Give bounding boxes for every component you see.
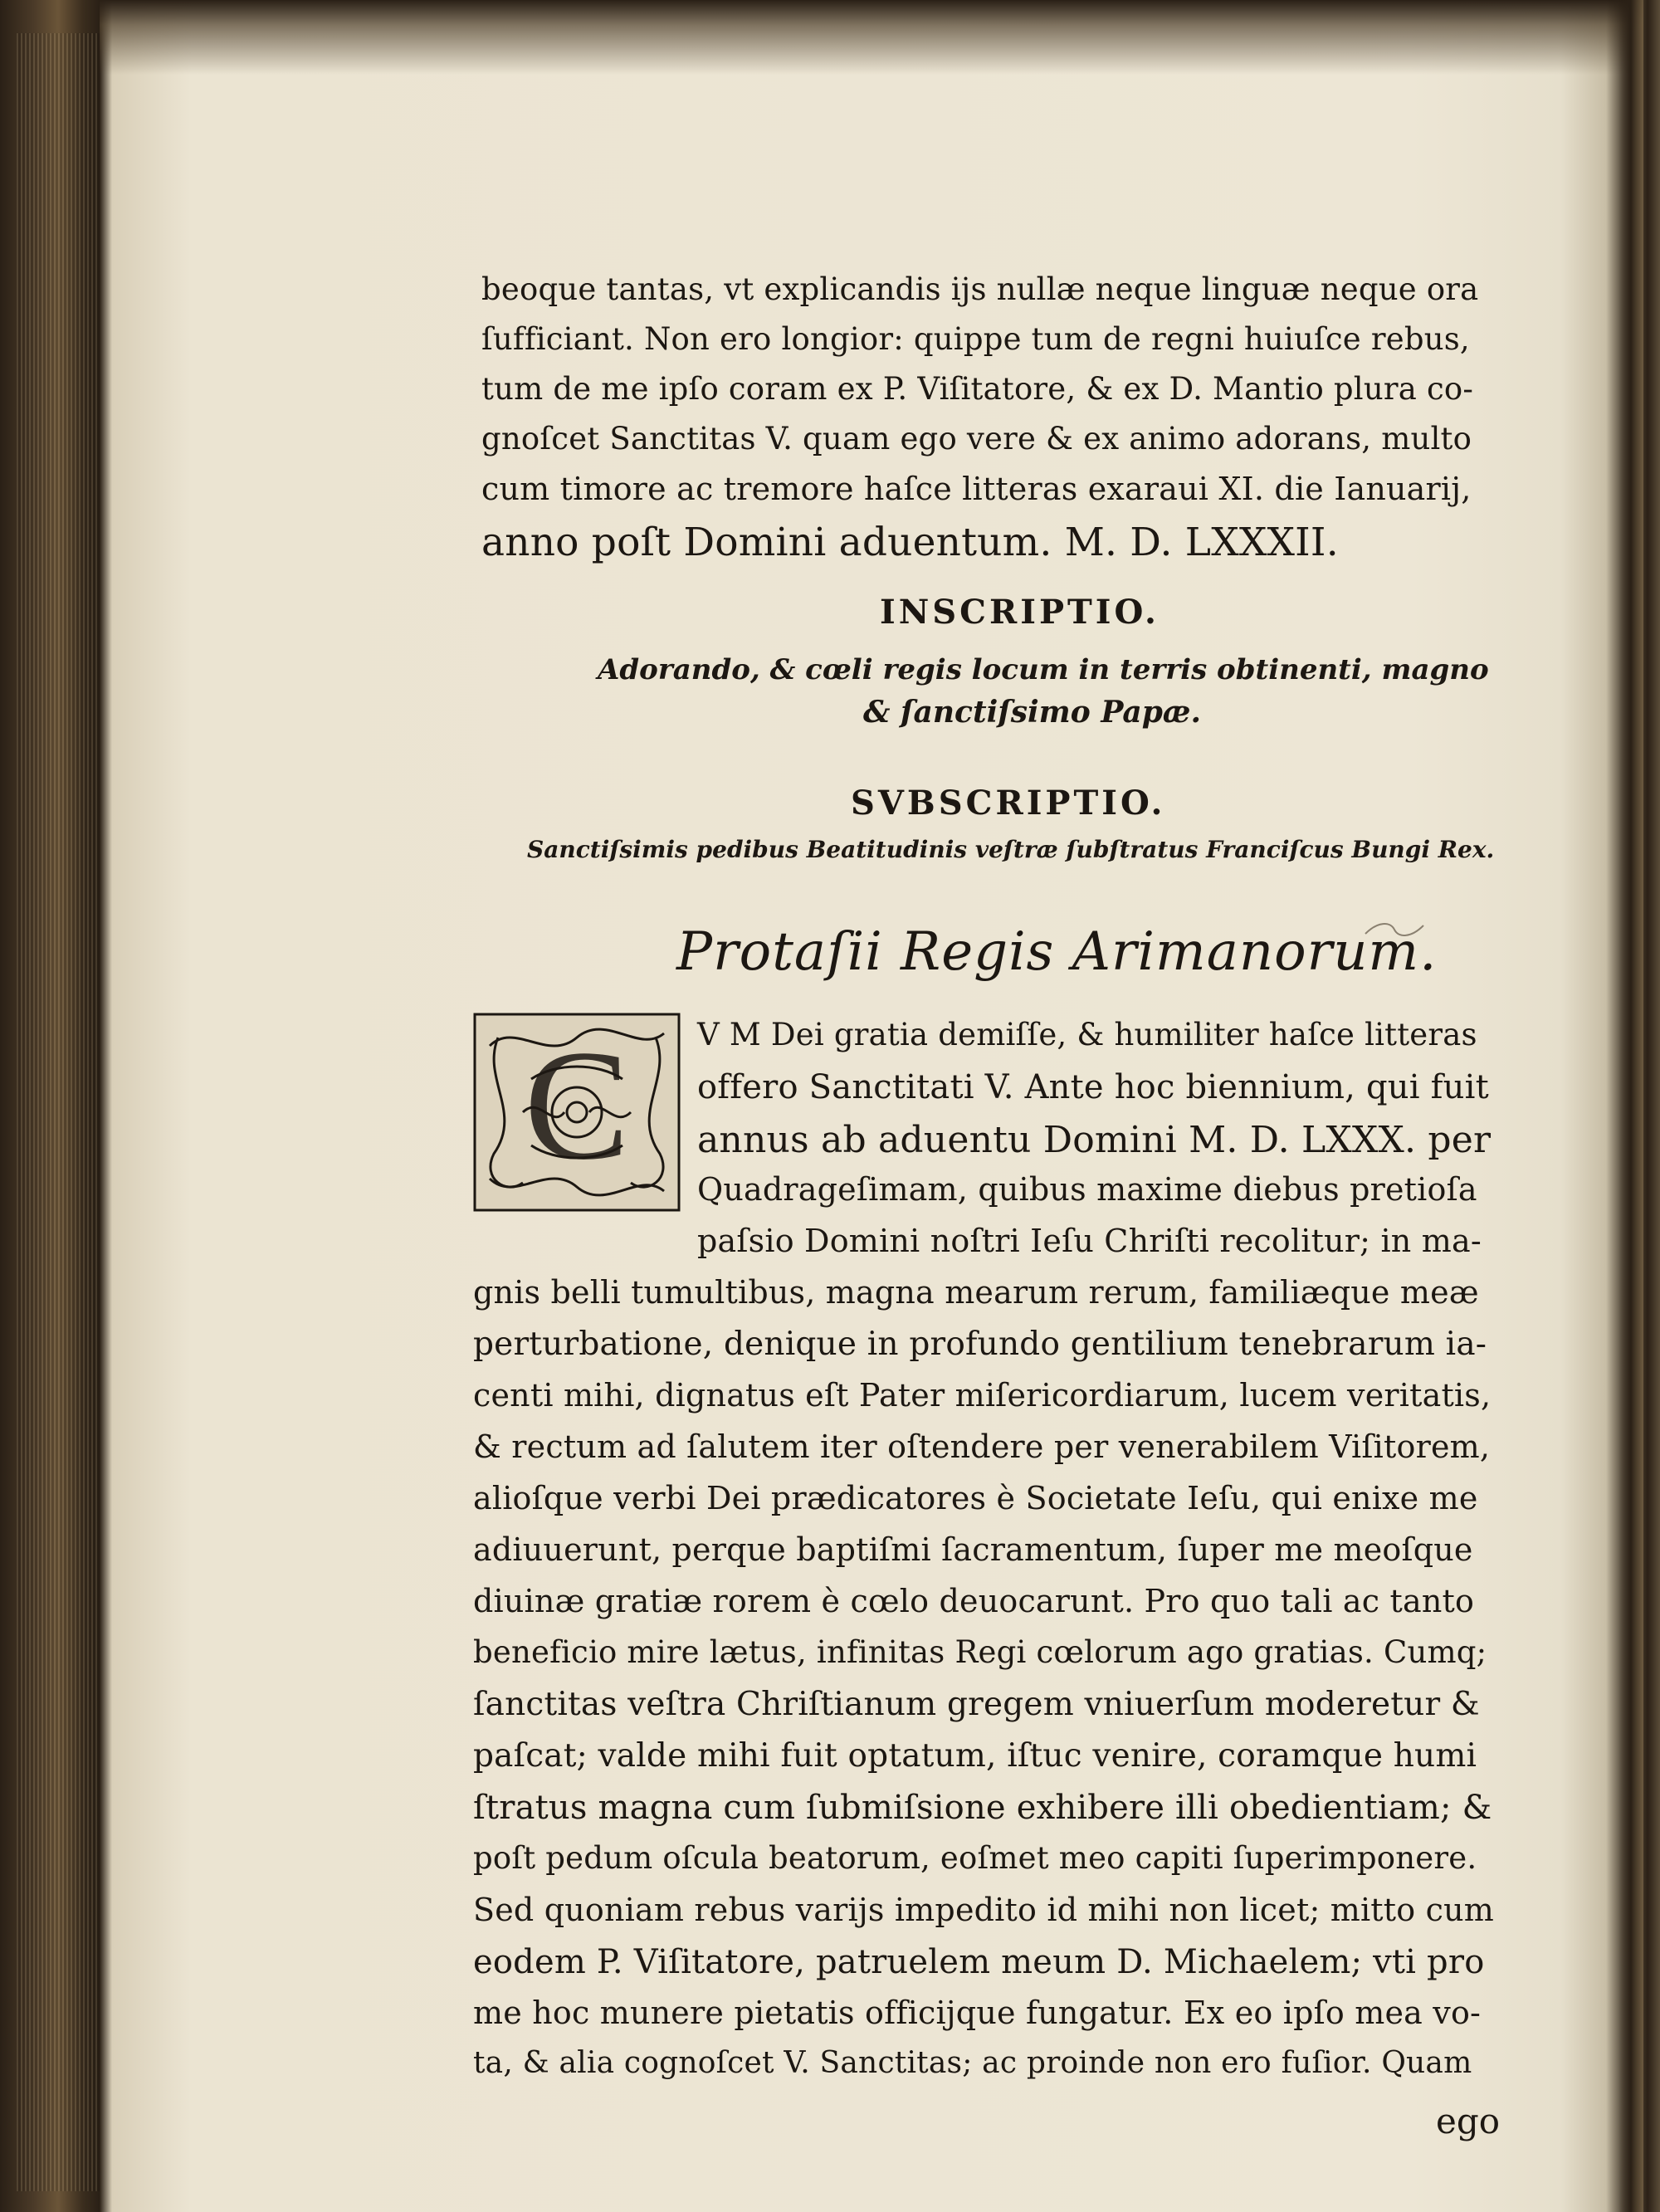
text-line: annus ab aduentu Domini M. D. LXXX. per: [697, 1119, 1492, 1161]
text-line: diuinæ gratiæ rorem è cœlo deuocarunt. Pro quo tali ac tanto: [473, 1583, 1475, 1619]
catchword: ego: [1436, 2101, 1501, 2141]
text-line: perturbatione, denique in profundo gentilium tenebrarum ia-: [473, 1326, 1487, 1363]
text-line: ſtratus magna cum ſubmiſsione exhibere illi obedientiam; &: [473, 1789, 1492, 1827]
text-line: Quadrageſimam, quibus maxime diebus pretioſa: [697, 1171, 1477, 1208]
inscriptio-line: & ſanctiſsimo Papæ.: [863, 695, 1201, 730]
text-line: ta, & alia cognoſcet V. Sanctitas; ac proinde non ero fuſior. Quam: [473, 2046, 1472, 2080]
text-line: centi mihi, dignatus eſt Pater miſericordiarum, lucem veritatis,: [473, 1377, 1492, 1414]
text-line: me hoc munere pietatis officijque fungatur. Ex eo ipſo mea vo-: [473, 1995, 1482, 2031]
text-line: ſufficiant. Non ero longior: quippe tum de regni huiuſce rebus,: [481, 321, 1470, 357]
text-line: offero Sanctitati V. Ante hoc biennium, qui fuit: [697, 1068, 1489, 1106]
subscriptio-line: Sanctiſsimis pedibus Beatitudinis veſtræ ſubſtratus Franciſcus Bungi Rex.: [527, 836, 1495, 863]
text-line: V M Dei gratia demiſſe, & humiliter haſce litteras: [697, 1017, 1477, 1052]
text-line: cum timore ac tremore haſce litteras exaraui XI. die Ianuarij,: [481, 471, 1472, 507]
text-line: anno poſt Domini aduentum. M. D. LXXXII.: [481, 520, 1339, 565]
letter-title: Protaſii Regis Arimanorum.: [676, 921, 1438, 983]
top-shadow: [100, 0, 1643, 75]
text-line: paſcat; valde mihi fuit optatum, iſtuc venire, coramque humi: [473, 1737, 1477, 1775]
flourish-ornament: [1361, 917, 1428, 942]
text-line: adiuuerunt, perque baptiſmi ſacramentum, ſuper me meoſque: [473, 1531, 1473, 1568]
text-line: gnis belli tumultibus, magna mearum rerum, familiæque meæ: [473, 1274, 1479, 1311]
inscriptio-line: Adorando, & cœli regis locum in terris obtinenti, magno: [598, 653, 1489, 686]
text-line: beoque tantas, vt explicandis ijs nullæ neque linguæ neque ora: [481, 271, 1479, 307]
text-line: & rectum ad ſalutem iter oſtendere per venerabilem Viſitorem,: [473, 1428, 1491, 1465]
initial-letter: C: [524, 1018, 630, 1193]
text-line: poſt pedum oſcula beatorum, eoſmet meo capiti ſuperimponere.: [473, 1840, 1477, 1876]
text-line: gnoſcet Sanctitas V. quam ego vere & ex animo adorans, multo: [481, 421, 1472, 457]
text-line: beneficio mire lætus, infinitas Regi cœlorum ago gratias. Cumq;: [473, 1634, 1487, 1670]
binding-gutter: [1606, 0, 1643, 2212]
text-line: paſsio Domini noſtri Ieſu Chriſti recolitur; in ma-: [697, 1223, 1482, 1259]
decorated-initial: [473, 1013, 681, 1212]
text-line: tum de me ipſo coram ex P. Viſitatore, & ex D. Mantio plura co-: [481, 371, 1474, 407]
text-line: Sed quoniam rebus varijs impedito id mihi non licet; mitto cum: [473, 1892, 1494, 1928]
text-line: alioſque verbi Dei prædicatores è Societate Ieſu, qui enixe me: [473, 1480, 1478, 1516]
subscriptio-heading: SVBSCRIPTIO.: [851, 784, 1166, 823]
page-fore-edge: [17, 33, 100, 2191]
text-line: ſanctitas veſtra Chriſtianum gregem vniuerſum moderetur &: [473, 1686, 1480, 1723]
text-line: eodem P. Viſitatore, patruelem meum D. Michaelem; vti pro: [473, 1943, 1485, 1981]
inscriptio-heading: INSCRIPTIO.: [880, 593, 1160, 632]
